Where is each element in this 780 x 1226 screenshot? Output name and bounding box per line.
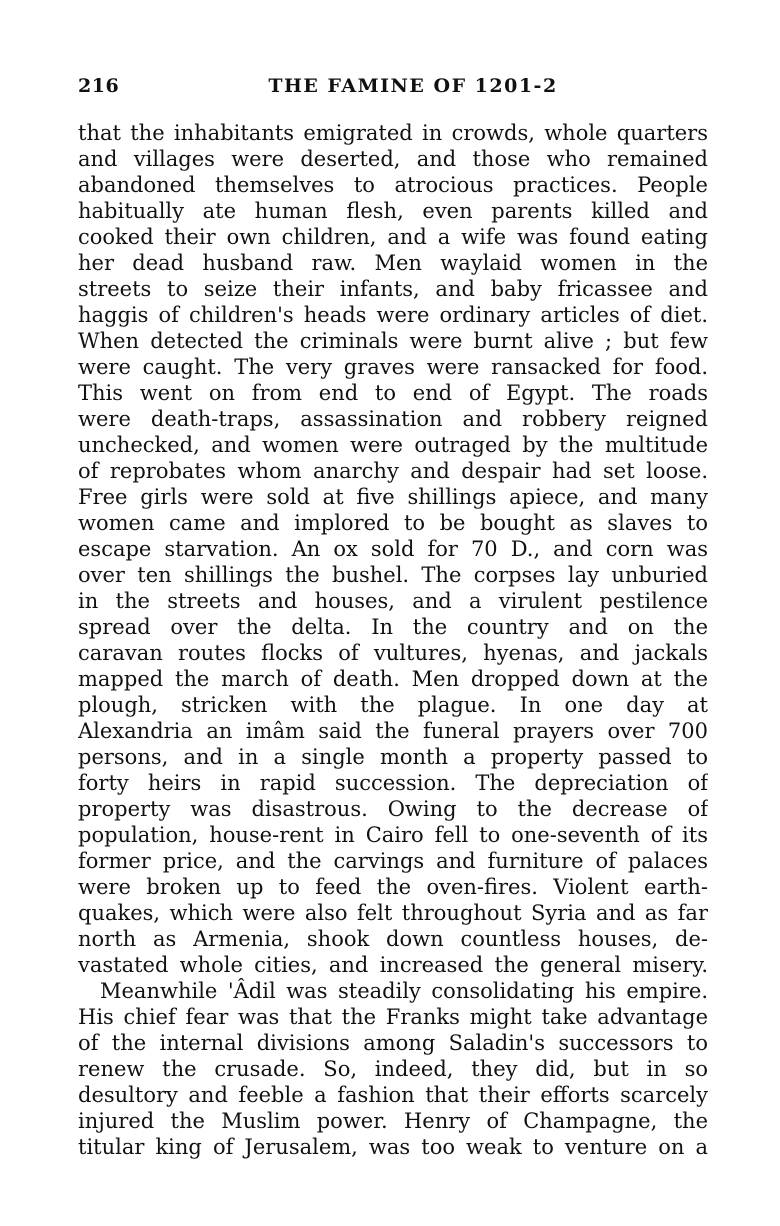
text-line: quakes, which were also felt throughout Syria and as far bbox=[78, 901, 708, 925]
text-line: streets to seize their infants, and baby fricassee and bbox=[78, 277, 708, 301]
text-line: persons, and in a single month a property passed to bbox=[78, 745, 708, 769]
text-line: renew the crusade. So, indeed, they did, but in so bbox=[78, 1057, 708, 1081]
running-title: THE FAMINE OF 1201-2 bbox=[268, 75, 558, 97]
text-line: and villages were deserted, and those who remained bbox=[78, 147, 708, 171]
text-line: property was disastrous. Owing to the decrease of bbox=[78, 797, 708, 821]
text-line: spread over the delta. In the country and on the bbox=[78, 615, 708, 639]
text-line: of reprobates whom anarchy and despair had set loose. bbox=[78, 459, 708, 483]
text-line: that the inhabitants emigrated in crowds, whole quarters bbox=[78, 121, 708, 145]
page-number: 216 bbox=[78, 75, 120, 97]
text-line: haggis of children's heads were ordinary articles of diet. bbox=[78, 303, 708, 327]
text-line: Free girls were sold at five shillings apiece, and many bbox=[78, 485, 708, 509]
text-line: titular king of Jerusalem, was too weak to venture on a bbox=[78, 1135, 708, 1159]
text-line: in the streets and houses, and a virulent pestilence bbox=[78, 589, 708, 613]
text-line: were broken up to feed the oven-fires. Violent earth- bbox=[78, 875, 708, 899]
body-text bbox=[78, 120, 708, 1160]
text-line: Alexandria an imâm said the funeral prayers over 700 bbox=[78, 719, 708, 743]
text-line: population, house-rent in Cairo fell to one-seventh of its bbox=[78, 823, 708, 847]
text-line: This went on from end to end of Egypt. The roads bbox=[78, 381, 708, 405]
text-line: former price, and the carvings and furniture of palaces bbox=[78, 849, 708, 873]
text-line: were death-traps, assassination and robbery reigned bbox=[78, 407, 708, 431]
text-line: her dead husband raw. Men waylaid women in the bbox=[78, 251, 708, 275]
text-line: plough, stricken with the plague. In one day at bbox=[78, 693, 708, 717]
text-line: of the internal divisions among Saladin's successors to bbox=[78, 1031, 708, 1055]
text-line: mapped the march of death. Men dropped down at the bbox=[78, 667, 708, 691]
text-line: unchecked, and women were outraged by the multitude bbox=[78, 433, 708, 457]
paragraph-first-line: Meanwhile 'Âdil was steadily consolidating his empire. bbox=[100, 979, 708, 1003]
text-line: women came and implored to be bought as slaves to bbox=[78, 511, 708, 535]
text-line: habitually ate human flesh, even parents killed and bbox=[78, 199, 708, 223]
text-line: When detected the criminals were burnt alive ; but few bbox=[78, 329, 708, 353]
text-line: were caught. The very graves were ransacked for food. bbox=[78, 355, 708, 379]
text-line: desultory and feeble a fashion that their efforts scarcely bbox=[78, 1083, 708, 1107]
text-line: escape starvation. An ox sold for 70 D., and corn was bbox=[78, 537, 708, 561]
text-line: forty heirs in rapid succession. The depreciation of bbox=[78, 771, 708, 795]
text-line: injured the Muslim power. Henry of Champagne, the bbox=[78, 1109, 708, 1133]
text-line: abandoned themselves to atrocious practices. People bbox=[78, 173, 708, 197]
text-line: north as Armenia, shook down countless houses, de- bbox=[78, 927, 708, 951]
text-line: caravan routes flocks of vultures, hyenas, and jackals bbox=[78, 641, 708, 665]
text-line: cooked their own children, and a wife was found eating bbox=[78, 225, 708, 249]
text-line: over ten shillings the bushel. The corpses lay unburied bbox=[78, 563, 708, 587]
running-head bbox=[78, 75, 708, 105]
text-line: vastated whole cities, and increased the general misery. bbox=[78, 953, 708, 977]
text-line: His chief fear was that the Franks might take advantage bbox=[78, 1005, 708, 1029]
